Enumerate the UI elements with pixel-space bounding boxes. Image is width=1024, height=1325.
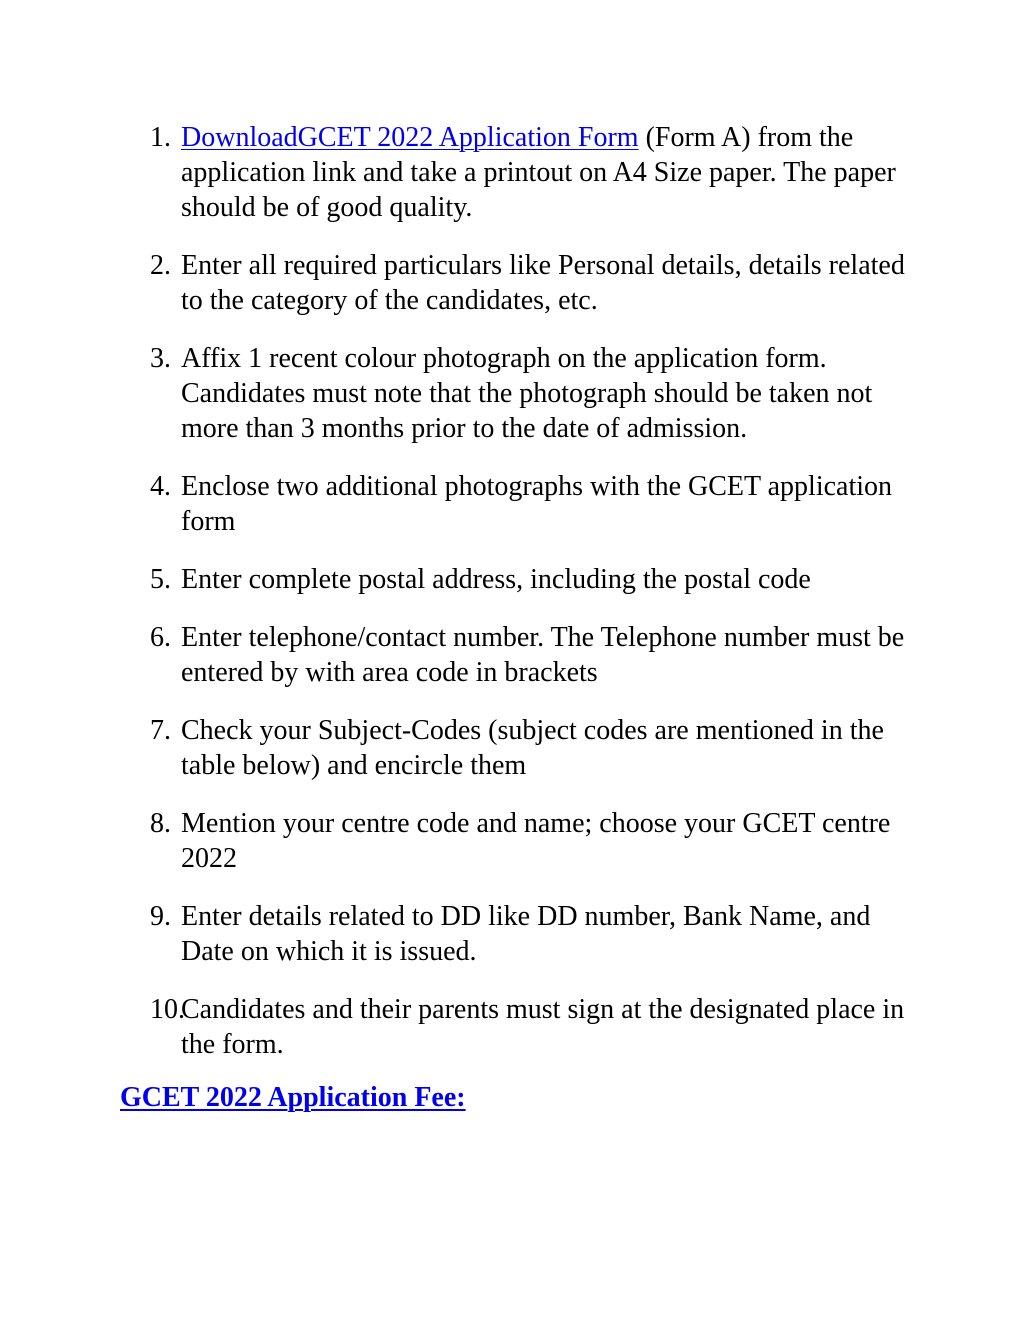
list-item-text-rest: (Form A) from the application link and take a printout on A4 Size paper. The paper should be of good quality. <box>181 122 896 223</box>
list-item <box>150 806 910 876</box>
list-item-number: 7. <box>150 715 171 746</box>
application-fee-heading-link[interactable]: GCET 2022 Application Fee: <box>120 1082 466 1113</box>
list-item-number: 6. <box>150 622 171 653</box>
list-item <box>150 120 910 225</box>
list-item <box>150 248 910 318</box>
list-item-text: Enter all required particulars like Personal details, details related to the category of the candidates, etc. <box>181 250 905 316</box>
list-item-text: Enter complete postal address, including the postal code <box>181 564 811 595</box>
list-item-text: Affix 1 recent colour photograph on the application form. Candidates must note that the photograph should be taken not more than 3 months prior to the date of admission. <box>181 343 873 444</box>
list-item <box>150 992 910 1062</box>
list-item <box>150 899 910 969</box>
list-item-number: 8. <box>150 808 171 839</box>
list-item-text: Candidates and their parents must sign at the designated place in the form. <box>181 994 905 1060</box>
list-item-number: 4. <box>150 471 171 502</box>
list-item <box>150 469 910 539</box>
list-item-number: 10. <box>150 994 185 1025</box>
list-item-number: 9. <box>150 901 171 932</box>
application-steps-list <box>150 120 910 1085</box>
list-item-text: Mention your centre code and name; choose your GCET centre 2022 <box>181 808 891 874</box>
download-application-form-link[interactable]: DownloadGCET 2022 Application Form <box>181 122 639 153</box>
list-item <box>150 620 910 690</box>
list-item <box>150 562 910 597</box>
list-item-text: Enter details related to DD like DD number, Bank Name, and Date on which it is issued. <box>181 901 871 967</box>
list-item-text: Enclose two additional photographs with the GCET application form <box>181 471 893 537</box>
list-item <box>150 713 910 783</box>
list-item-text: Check your Subject-Codes (subject codes are mentioned in the table below) and encircle them <box>181 715 884 781</box>
list-item-text: Enter telephone/contact number. The Telephone number must be entered by with area code in brackets <box>181 622 905 688</box>
list-item-number: 5. <box>150 564 171 595</box>
list-item-number: 3. <box>150 343 171 374</box>
list-item-number: 2. <box>150 250 171 281</box>
list-item-number: 1. <box>150 122 171 153</box>
list-item <box>150 341 910 446</box>
list-item-text <box>181 120 910 225</box>
